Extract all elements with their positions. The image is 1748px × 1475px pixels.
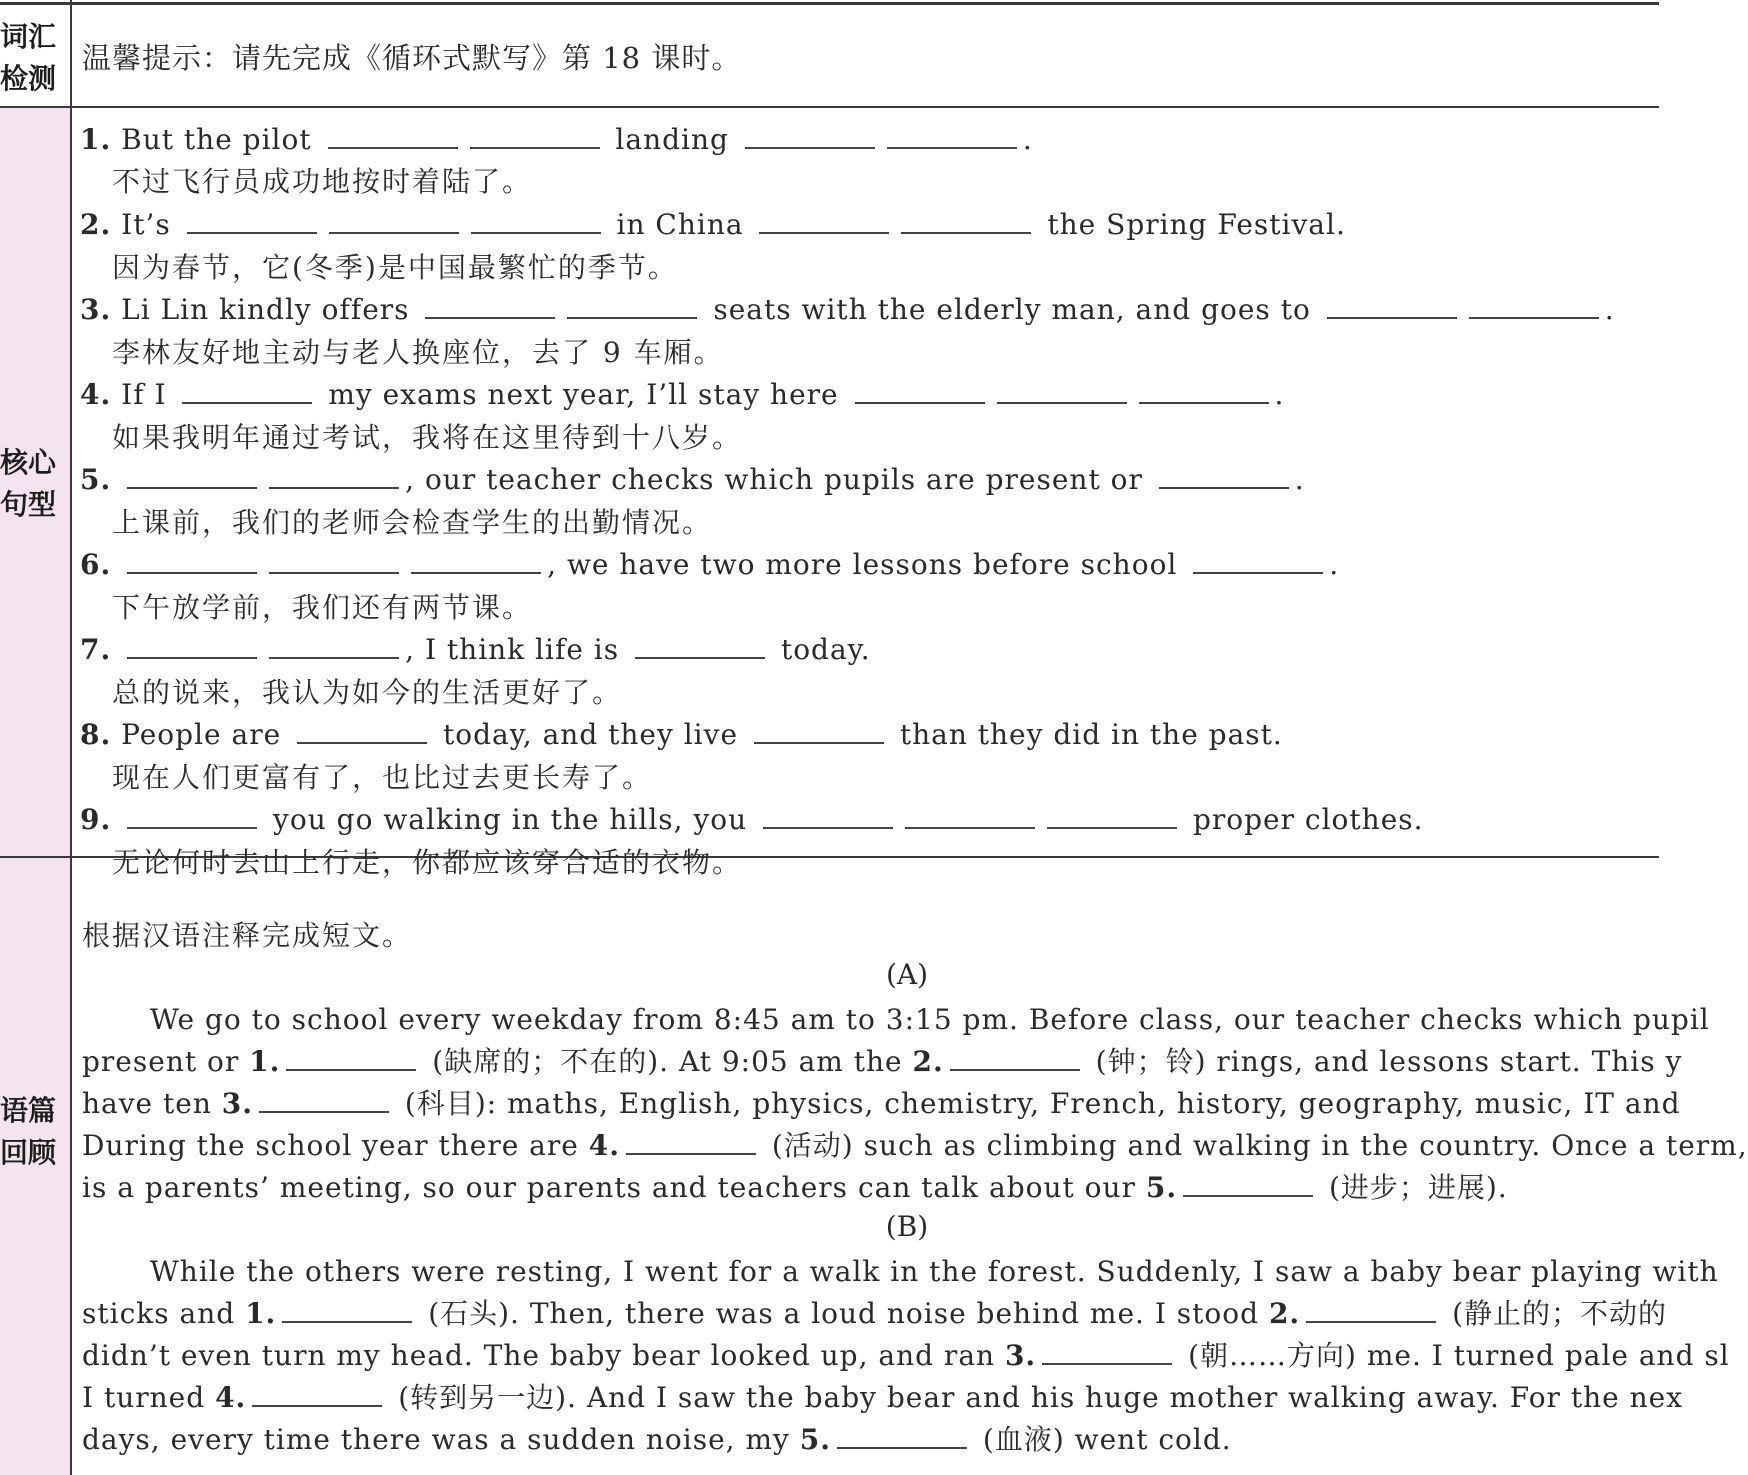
- answer-blank[interactable]: [1327, 293, 1457, 319]
- answer-blank[interactable]: [252, 1381, 382, 1407]
- passage-b-line-2: sticks and 1. (石头). Then, there was a loud noise behind me. I stood 2. (静止的；不动的: [82, 1297, 1668, 1330]
- passage-b-line-4: I turned 4. (转到另一边). And I saw the baby bear and his huge mother walking away. For the nex: [82, 1381, 1683, 1414]
- answer-blank[interactable]: [905, 803, 1035, 829]
- core-item-9: 9. you go walking in the hills, you proper clothes.: [80, 803, 1424, 836]
- passage-instruction: 根据汉语注释完成短文。: [82, 919, 413, 952]
- answer-blank[interactable]: [997, 378, 1127, 404]
- passage-a-line-1: We go to school every weekday from 8:45 am to 3:15 pm. Before class, our teacher checks which pupil: [150, 1003, 1710, 1036]
- answer-blank[interactable]: [187, 208, 317, 234]
- answer-blank[interactable]: [855, 378, 985, 404]
- passage-b-heading: (B): [885, 1210, 929, 1243]
- answer-blank[interactable]: [901, 208, 1031, 234]
- answer-blank[interactable]: [887, 123, 1017, 149]
- answer-blank[interactable]: [127, 803, 257, 829]
- answer-blank[interactable]: [745, 123, 875, 149]
- core-item-9-translation: 无论何时去山上行走，你都应该穿合适的衣物。: [112, 846, 743, 879]
- answer-blank[interactable]: [269, 548, 399, 574]
- section-label-passage: 语篇 回顾: [0, 1094, 57, 1169]
- core-item-4-translation: 如果我明年通过考试，我将在这里待到十八岁。: [112, 421, 743, 454]
- core-item-8: 8. People are today, and they live than they did in the past.: [80, 718, 1283, 751]
- answer-blank[interactable]: [1183, 1171, 1313, 1197]
- core-item-8-translation: 现在人们更富有了，也比过去更长寿了。: [112, 761, 653, 794]
- core-item-7-translation: 总的说来，我认为如今的生活更好了。: [112, 676, 623, 709]
- answer-blank[interactable]: [259, 1087, 389, 1113]
- core-item-2: 2. It’s in China the Spring Festival.: [80, 208, 1346, 241]
- answer-blank[interactable]: [282, 1297, 412, 1323]
- passage-b-line-1: While the others were resting, I went for a walk in the forest. Suddenly, I saw a baby bear playing with: [150, 1255, 1719, 1288]
- core-item-4: 4. If I my exams next year, I’ll stay here .: [80, 378, 1285, 411]
- answer-blank[interactable]: [286, 1045, 416, 1071]
- core-item-3: 3. Li Lin kindly offers seats with the elderly man, and goes to .: [80, 293, 1615, 326]
- section-label-vocab: 词汇 检测: [0, 20, 57, 95]
- passage-a-heading: (A): [885, 958, 929, 991]
- answer-blank[interactable]: [328, 123, 458, 149]
- core-item-3-translation: 李林友好地主动与老人换座位，去了 9 车厢。: [112, 336, 724, 369]
- answer-blank[interactable]: [425, 293, 555, 319]
- passage-a-line-3: have ten 3. (科目): maths, English, physics, chemistry, French, history, geography, music, IT and: [82, 1087, 1681, 1120]
- answer-blank[interactable]: [1193, 548, 1323, 574]
- answer-blank[interactable]: [470, 123, 600, 149]
- answer-blank[interactable]: [1469, 293, 1599, 319]
- section-label-core: 核心 句型: [0, 446, 57, 521]
- core-item-2-translation: 因为春节，它(冬季)是中国最繁忙的季节。: [112, 251, 678, 284]
- answer-blank[interactable]: [127, 633, 257, 659]
- answer-blank[interactable]: [411, 548, 541, 574]
- core-item-5: 5. , our teacher checks which pupils are present or .: [80, 463, 1305, 496]
- passage-a-line-2: present or 1. (缺席的；不在的). At 9:05 am the 2. (钟；铃) rings, and lessons start. This y: [82, 1045, 1683, 1078]
- top-rule: [0, 2, 1659, 5]
- core-item-1: 1. But the pilot landing .: [80, 123, 1033, 156]
- answer-blank[interactable]: [329, 208, 459, 234]
- passage-b-line-3: didn’t even turn my head. The baby bear looked up, and ran 3. (朝……方向) me. I turned pale and sl: [82, 1339, 1730, 1372]
- passage-a-line-5: is a parents’ meeting, so our parents and teachers can talk about our 5. (进步；进展).: [82, 1171, 1508, 1204]
- answer-blank[interactable]: [269, 633, 399, 659]
- answer-blank[interactable]: [635, 633, 765, 659]
- answer-blank[interactable]: [471, 208, 601, 234]
- passage-b-line-5: days, every time there was a sudden noise, my 5. (血液) went cold.: [82, 1423, 1232, 1456]
- core-item-6-translation: 下午放学前，我们还有两节课。: [112, 591, 533, 624]
- answer-blank[interactable]: [567, 293, 697, 319]
- answer-blank[interactable]: [626, 1129, 756, 1155]
- answer-blank[interactable]: [297, 718, 427, 744]
- answer-blank[interactable]: [127, 463, 257, 489]
- answer-blank[interactable]: [759, 208, 889, 234]
- answer-blank[interactable]: [837, 1423, 967, 1449]
- core-item-7: 7. , I think life is today.: [80, 633, 871, 666]
- answer-blank[interactable]: [950, 1045, 1080, 1071]
- answer-blank[interactable]: [182, 378, 312, 404]
- answer-blank[interactable]: [1042, 1339, 1172, 1365]
- answer-blank[interactable]: [1047, 803, 1177, 829]
- answer-blank[interactable]: [269, 463, 399, 489]
- passage-a-line-4: During the school year there are 4. (活动) such as climbing and walking in the country. Once a term,: [82, 1129, 1748, 1162]
- answer-blank[interactable]: [1159, 463, 1289, 489]
- core-item-6: 6. , we have two more lessons before school .: [80, 548, 1340, 581]
- answer-blank[interactable]: [127, 548, 257, 574]
- core-item-5-translation: 上课前，我们的老师会检查学生的出勤情况。: [112, 506, 713, 539]
- tip-text: 温馨提示：请先完成《循环式默写》第 18 课时。: [82, 41, 742, 75]
- answer-blank[interactable]: [754, 718, 884, 744]
- column-divider: [70, 0, 72, 1475]
- answer-blank[interactable]: [1139, 378, 1269, 404]
- answer-blank[interactable]: [763, 803, 893, 829]
- answer-blank[interactable]: [1306, 1297, 1436, 1323]
- core-item-1-translation: 不过飞行员成功地按时着陆了。: [112, 165, 533, 198]
- section-divider-1: [0, 106, 1659, 108]
